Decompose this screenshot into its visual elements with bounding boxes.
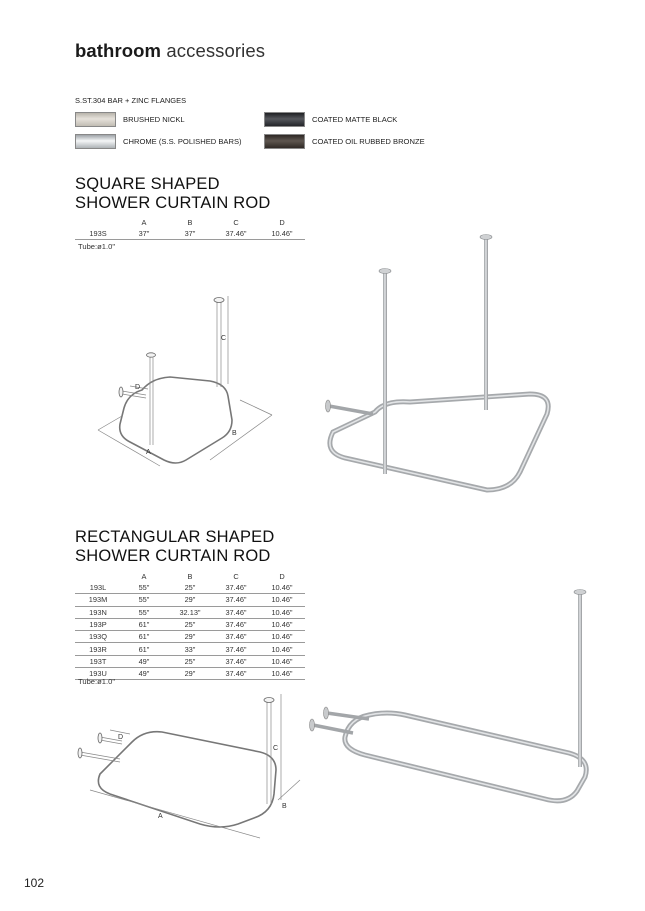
model-cell: 193N bbox=[75, 606, 121, 618]
table-row bbox=[75, 594, 305, 606]
b-cell: 25" bbox=[167, 582, 213, 594]
wall-flange-icon bbox=[324, 707, 329, 719]
matte-black-swatch bbox=[264, 112, 305, 127]
ceiling-flange-icon bbox=[264, 698, 274, 703]
col-b: B bbox=[187, 571, 193, 581]
d-cell: 10.46" bbox=[259, 655, 305, 667]
model-cell: 193M bbox=[75, 594, 121, 606]
a-dim-label: A bbox=[158, 813, 163, 820]
b-cell: 37" bbox=[167, 228, 213, 240]
page-title-bold: bathroom bbox=[75, 40, 162, 61]
wall-arm-render bbox=[329, 406, 373, 414]
wall-flange-icon bbox=[98, 733, 102, 743]
b-dim-label: B bbox=[282, 803, 287, 810]
d-cell: 10.46" bbox=[259, 594, 305, 606]
d-dim-label: D bbox=[135, 384, 141, 391]
rect-title-line2: SHOWER CURTAIN ROD bbox=[75, 547, 271, 565]
a-dim-label: A bbox=[146, 449, 151, 456]
model-cell: 193S bbox=[75, 228, 121, 240]
oil-rubbed-bronze-swatch bbox=[264, 134, 305, 149]
c-cell: 37.46" bbox=[213, 582, 259, 594]
table-row bbox=[75, 631, 305, 643]
a-cell: 37" bbox=[121, 228, 167, 240]
table-row bbox=[75, 582, 305, 594]
b-cell: 25" bbox=[167, 655, 213, 667]
model-cell: 193Q bbox=[75, 631, 121, 643]
finish-oil-rubbed-bronze bbox=[264, 134, 425, 149]
col-c: C bbox=[233, 571, 239, 581]
b-cell: 29" bbox=[167, 594, 213, 606]
rect-product-image bbox=[305, 585, 605, 815]
d-cell: 10.46" bbox=[259, 618, 305, 630]
model-cell: 193U bbox=[75, 668, 121, 680]
finish-label: COATED MATTE BLACK bbox=[312, 115, 398, 124]
square-title-line2: SHOWER CURTAIN ROD bbox=[75, 194, 271, 212]
table-row bbox=[75, 618, 305, 630]
table-row bbox=[75, 228, 305, 240]
d-cell: 10.46" bbox=[259, 582, 305, 594]
finish-label: BRUSHED NICKL bbox=[123, 115, 185, 124]
b-cell: 29" bbox=[167, 668, 213, 680]
front-pole-render bbox=[383, 270, 387, 474]
a-extension-line bbox=[98, 416, 122, 430]
model-cell: 193R bbox=[75, 643, 121, 655]
back-pole-render bbox=[484, 236, 488, 410]
b-extension-line bbox=[240, 400, 272, 415]
c-cell: 37.46" bbox=[213, 594, 259, 606]
c-cell: 37.46" bbox=[213, 655, 259, 667]
model-cell: 193L bbox=[75, 582, 121, 594]
wall-flange-icon bbox=[119, 387, 123, 397]
ceiling-flange-icon bbox=[379, 269, 391, 274]
b-cell: 33" bbox=[167, 643, 213, 655]
table-row bbox=[75, 606, 305, 618]
a-cell: 55" bbox=[121, 594, 167, 606]
b-dim-label: B bbox=[232, 430, 237, 437]
d-cell: 10.46" bbox=[259, 643, 305, 655]
col-a: A bbox=[141, 217, 147, 227]
finish-chrome bbox=[75, 134, 242, 149]
ceiling-flange-icon bbox=[574, 590, 586, 595]
c-cell: 37.46" bbox=[213, 631, 259, 643]
square-spec-table bbox=[75, 216, 305, 240]
ceiling-flange-icon bbox=[147, 353, 156, 357]
b-dimension-line bbox=[210, 415, 272, 460]
rect-spec-table bbox=[75, 570, 305, 680]
a-cell: 61" bbox=[121, 643, 167, 655]
rect-ring-drawing bbox=[98, 732, 279, 827]
a-dimension-line bbox=[98, 430, 160, 466]
finish-label: COATED OIL RUBBED BRONZE bbox=[312, 137, 425, 146]
col-d: D bbox=[279, 571, 285, 581]
wall-flange-icon bbox=[78, 748, 82, 758]
b-cell: 32.13" bbox=[167, 606, 213, 618]
ceiling-flange-icon bbox=[214, 298, 224, 303]
col-d: D bbox=[279, 217, 285, 227]
finish-brushed-nickel bbox=[75, 112, 185, 127]
material-note: S.ST.304 BAR + ZINC FLANGES bbox=[75, 96, 187, 105]
table-row bbox=[75, 643, 305, 655]
a-cell: 55" bbox=[121, 606, 167, 618]
c-cell: 37.46" bbox=[213, 643, 259, 655]
a-cell: 49" bbox=[121, 668, 167, 680]
col-a: A bbox=[141, 571, 147, 581]
col-c: C bbox=[233, 217, 239, 227]
page-number: 102 bbox=[24, 876, 45, 890]
brushed-nickel-swatch bbox=[75, 112, 116, 127]
a-dimension-line bbox=[90, 790, 260, 838]
square-dimension-diagram bbox=[90, 290, 290, 470]
c-dim-label: C bbox=[221, 335, 227, 342]
rect-ring-render bbox=[345, 713, 586, 801]
page-title-light: accessories bbox=[166, 40, 266, 61]
page-title bbox=[75, 40, 265, 62]
d-cell: 10.46" bbox=[259, 228, 305, 240]
a-cell: 49" bbox=[121, 655, 167, 667]
table-header-row bbox=[75, 216, 305, 228]
wall-arm-line bbox=[80, 752, 120, 759]
square-title-line1: SQUARE SHAPED bbox=[75, 175, 220, 193]
chrome-swatch bbox=[75, 134, 116, 149]
a-cell: 61" bbox=[121, 618, 167, 630]
table-row bbox=[75, 655, 305, 667]
d-dim-label: D bbox=[118, 734, 124, 741]
c-cell: 37.46" bbox=[213, 228, 259, 240]
c-cell: 37.46" bbox=[213, 668, 259, 680]
wall-flange-icon bbox=[310, 719, 315, 731]
c-cell: 37.46" bbox=[213, 618, 259, 630]
c-cell: 37.46" bbox=[213, 606, 259, 618]
model-cell: 193T bbox=[75, 655, 121, 667]
rect-dimension-diagram bbox=[70, 690, 310, 840]
b-cell: 29" bbox=[167, 631, 213, 643]
model-cell: 193P bbox=[75, 618, 121, 630]
col-b: B bbox=[187, 217, 193, 227]
square-product-image bbox=[315, 232, 560, 502]
d-cell: 10.46" bbox=[259, 668, 305, 680]
b-cell: 25" bbox=[167, 618, 213, 630]
finish-label: CHROME (S.S. POLISHED BARS) bbox=[123, 137, 242, 146]
c-dim-label: C bbox=[273, 745, 279, 752]
pole-render bbox=[578, 591, 582, 767]
ceiling-flange-icon bbox=[480, 235, 492, 240]
a-cell: 61" bbox=[121, 631, 167, 643]
wall-flange-icon bbox=[326, 400, 331, 412]
square-section-title bbox=[75, 175, 271, 213]
finish-matte-black bbox=[264, 112, 397, 127]
d-cell: 10.46" bbox=[259, 606, 305, 618]
a-cell: 55" bbox=[121, 582, 167, 594]
square-tube-spec: Tube:ø1.0" bbox=[78, 242, 116, 251]
rect-title-line1: RECTANGULAR SHAPED bbox=[75, 528, 275, 546]
rect-tube-spec: Tube:ø1.0" bbox=[78, 677, 116, 686]
rect-section-title bbox=[75, 528, 275, 566]
wall-arm-line bbox=[80, 755, 120, 762]
d-cell: 10.46" bbox=[259, 631, 305, 643]
square-ring-render bbox=[330, 394, 548, 490]
table-header-row bbox=[75, 570, 305, 582]
